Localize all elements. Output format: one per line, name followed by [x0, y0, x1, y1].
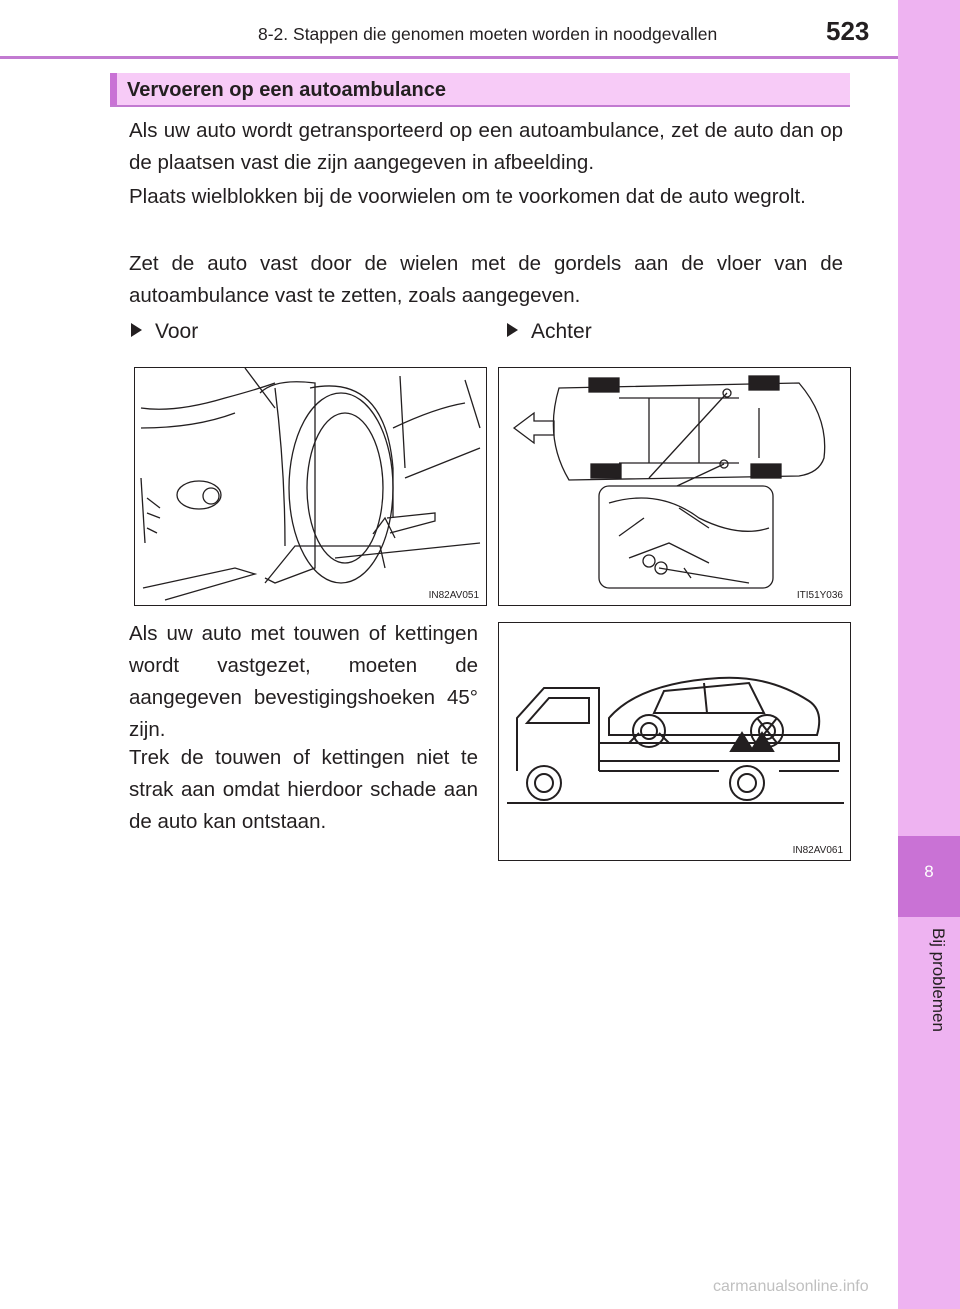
header-rule: [0, 56, 898, 59]
label-front-text: Voor: [155, 320, 199, 343]
paragraph-tension: Trek de touwen of kettingen niet te strak aan omdat hierdoor schade aan de auto kan ontstaan.: [129, 746, 478, 833]
page-number: 523: [826, 16, 870, 46]
paragraph-2: Plaats wielblokken bij de voorwielen om te voorkomen dat de auto wegrolt.: [129, 185, 806, 208]
figure-code-truck: IN82AV061: [792, 845, 843, 856]
paragraph-3: Zet de auto vast door de wielen met de gordels aan de vloer van de autoambulance vast te zetten, zoals aangegeven.: [129, 252, 843, 307]
figure-front-wheel: [134, 367, 487, 606]
paragraph-angle: Als uw auto met touwen of kettingen wordt vastgezet, moeten de aangegeven bevestigingshoeken 45° zijn.: [129, 622, 478, 741]
rear-underbody-illustration: [499, 368, 851, 606]
figure-rear-underbody: [498, 367, 851, 606]
front-wheel-illustration: [135, 368, 487, 606]
section-title: Vervoeren op een autoambulance: [127, 79, 446, 101]
figure-tow-truck: [498, 622, 851, 861]
label-front: [131, 320, 198, 344]
label-rear-text: Achter: [531, 320, 592, 343]
tow-truck-illustration: [499, 623, 851, 861]
figure-code-rear: ITI51Y036: [796, 590, 843, 601]
watermark: carmanualsonline.info: [713, 1278, 869, 1295]
triangle-bullet-icon: [507, 323, 518, 337]
side-tab: [898, 0, 960, 1309]
figure-code-front: IN82AV051: [428, 590, 479, 601]
running-header: 8-2. Stappen die genomen moeten worden in noodgevallen: [258, 24, 718, 44]
chapter-title: Bij problemen: [929, 928, 948, 1032]
section-heading: [110, 73, 850, 107]
triangle-bullet-icon: [131, 323, 142, 337]
chapter-number: 8: [924, 862, 934, 881]
section-accent: [110, 73, 117, 105]
label-rear: [507, 320, 592, 344]
paragraph-1: Als uw auto wordt getransporteerd op een autoambulance, zet de auto dan op de plaatsen vast die zijn aangegeven in afbeelding.: [129, 119, 843, 174]
